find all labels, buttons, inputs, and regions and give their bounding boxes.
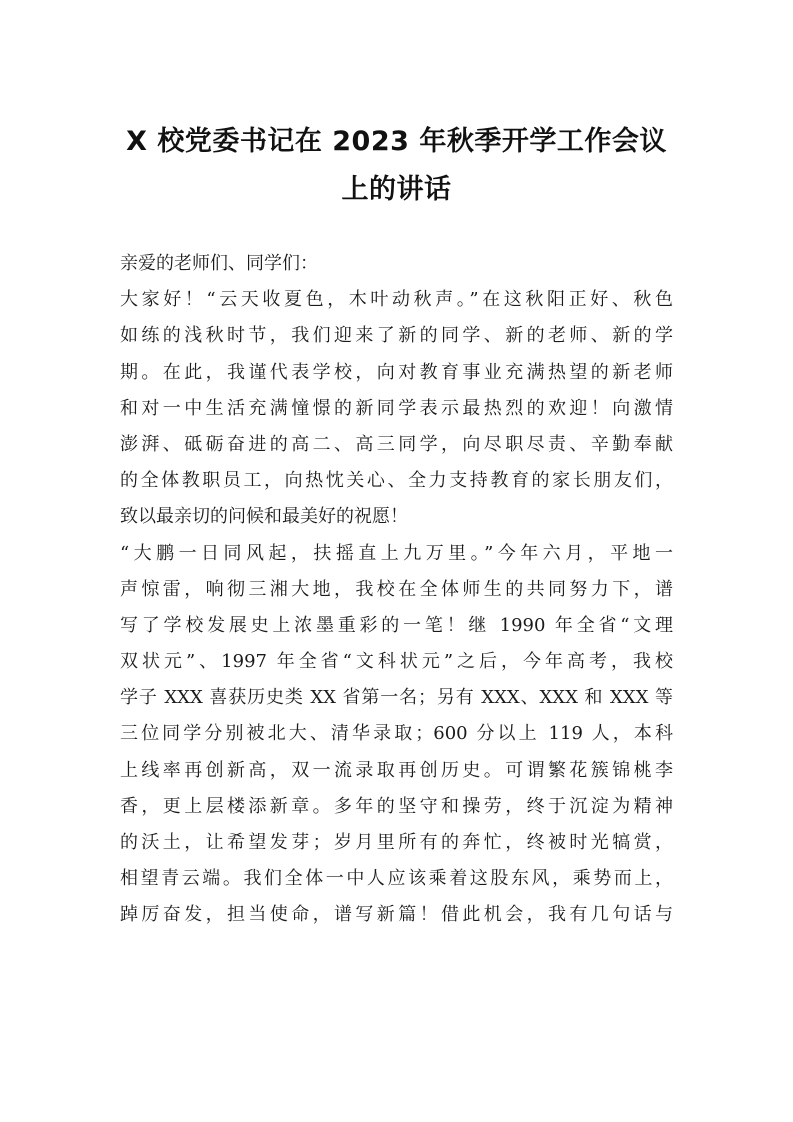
text-line: 和对一中生活充满憧憬的新同学表示最热烈的欢迎！向激情 — [120, 397, 673, 419]
text-line: 香，更上层楼添新章。多年的坚守和操劳，终于沉淀为精神 — [120, 795, 673, 817]
text-line: 写了学校发展史上浓墨重彩的一笔！继 1990 年全省“文理 — [120, 614, 673, 636]
text-line: 双状元”、1997 年全省“文科状元”之后，今年高考，我校 — [120, 651, 673, 673]
text-line: 学子 XXX 喜获历史类 XX 省第一名；另有 XXX、XXX 和 XXX 等 — [120, 687, 673, 709]
text-line: 踔厉奋发，担当使命，谱写新篇！借此机会，我有几句话与 — [120, 904, 673, 926]
paragraph-achievements — [120, 536, 673, 934]
paragraph-welcome — [120, 282, 673, 535]
text-line: 大家好！“云天收夏色，木叶动秋声。”在这秋阳正好、秋色 — [120, 289, 673, 311]
text-line: 三位同学分别被北大、清华录取；600 分以上 119 人，本科 — [120, 723, 673, 745]
greeting: 亲爱的老师们、同学们： — [120, 253, 318, 274]
document-title — [110, 118, 683, 214]
text-line: 的沃土，让希望发芽；岁月里所有的奔忙，终被时光犒赏， — [120, 832, 673, 853]
document-body — [120, 246, 673, 934]
title-line: X 校党委书记在 2023 年秋季开学工作会议 — [126, 126, 667, 157]
text-line: 上线率再创新高，双一流录取再创历史。可谓繁花簇锦桃李 — [120, 759, 673, 781]
text-line: 声惊雷，响彻三湘大地，我校在全体师生的共同努力下，谱 — [120, 578, 673, 600]
text-line: 如练的浅秋时节，我们迎来了新的同学、新的老师、新的学 — [120, 325, 673, 347]
title-line: 上的讲话 — [341, 174, 452, 205]
text-line: 的全体教职员工，向热忱关心、全力支持教育的家长朋友们， — [120, 470, 673, 492]
text-line: “大鹏一日同风起，扶摇直上九万里。”今年六月，平地一 — [120, 542, 673, 564]
text-line: 澎湃、砥砺奋进的高二、高三同学，向尽职尽责、辛勤奉献 — [120, 433, 673, 455]
text-line: 相望青云端。我们全体一中人应该乘着这股东风，乘势而上， — [120, 868, 673, 890]
text-line: 致以最亲切的问候和最美好的祝愿！ — [120, 506, 408, 528]
text-line: 期。在此，我谨代表学校，向对教育事业充满热望的新老师 — [120, 361, 673, 383]
